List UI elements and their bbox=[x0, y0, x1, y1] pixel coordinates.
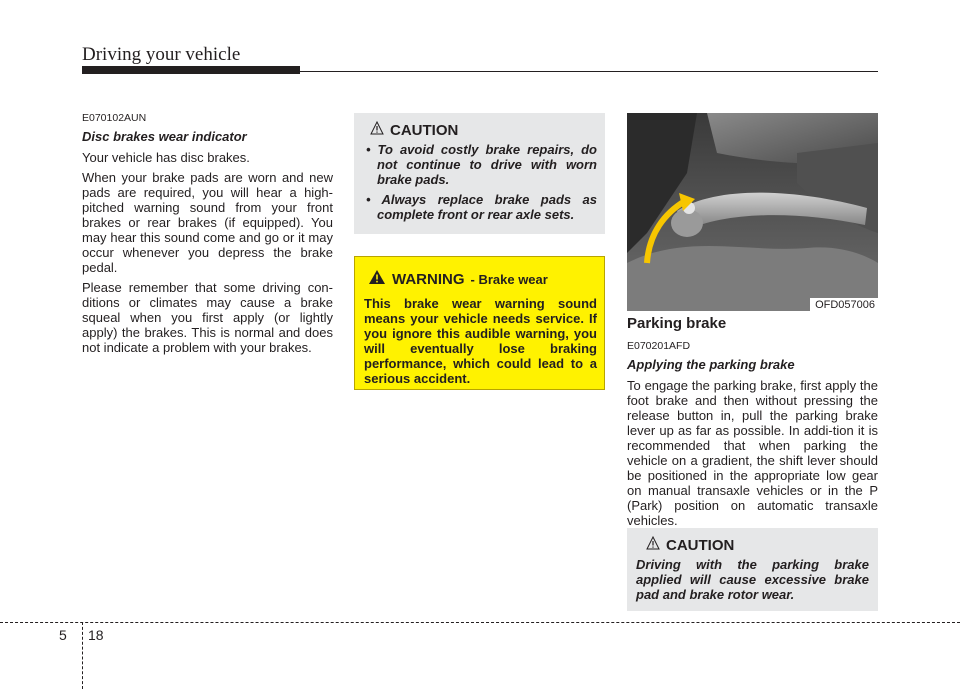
caution-list bbox=[366, 142, 597, 222]
caution-box bbox=[354, 113, 605, 234]
page-number: 18 bbox=[88, 627, 104, 643]
section-code: E070102AUN bbox=[82, 112, 147, 124]
parking-brake-photo bbox=[627, 113, 878, 311]
parking-brake-illustration bbox=[627, 113, 878, 311]
caution-triangle-icon bbox=[370, 121, 384, 139]
parking-brake-caution-box bbox=[627, 528, 878, 611]
warning-box bbox=[354, 256, 605, 390]
warning-subheading: - Brake wear bbox=[470, 272, 548, 287]
footer-rule bbox=[0, 622, 960, 623]
caution-item: • Always replace brake pads as complete front or rear axle sets. bbox=[366, 192, 597, 222]
left-column bbox=[82, 112, 333, 360]
caution-heading: CAUTION bbox=[666, 536, 735, 554]
section-code: E070201AFD bbox=[627, 340, 691, 352]
page-number-divider bbox=[82, 622, 84, 689]
warning-text: This brake wear warning sound means your vehicle needs service. If you ignore this audible warning, you will eventually lose braking performance, which could lead to a serious accident. bbox=[364, 296, 597, 386]
warning-heading: WARNING bbox=[392, 271, 465, 288]
applying-parking-brake-subheading: Applying the parking brake bbox=[627, 357, 795, 372]
body-paragraph: Your vehicle has disc brakes. bbox=[82, 150, 250, 165]
caution-item: • To avoid costly brake repairs, do not continue to drive with worn brake pads. bbox=[366, 142, 597, 187]
body-paragraph: To engage the parking brake, first apply the foot brake and then without pressing the release button in, pull the parking brake lever up as far as possible. In addi-tion it is recommended that when parking the vehicle on a gradient, the shift lever should be positioned in the appropriate low gear on manual transaxle vehicles or in the P (Park) position on automatic transaxle vehicles. bbox=[627, 378, 878, 528]
parking-brake-title: Parking brake bbox=[627, 315, 727, 332]
warning-triangle-icon bbox=[368, 269, 386, 290]
header-rule bbox=[300, 71, 878, 72]
caution-heading: CAUTION bbox=[390, 121, 459, 139]
photo-code-label: OFD057006 bbox=[810, 298, 878, 311]
caution-triangle-icon bbox=[646, 536, 660, 554]
disc-brakes-subheading: Disc brakes wear indicator bbox=[82, 129, 247, 144]
right-column bbox=[627, 315, 878, 533]
header-bar bbox=[82, 66, 300, 74]
page-header-title: Driving your vehicle bbox=[82, 44, 241, 65]
chapter-number: 5 bbox=[59, 627, 67, 643]
body-paragraph: Please remember that some driving con-ditions or climates may cause a brake squeal when you first apply (or lightly apply) the brakes. This is normal and does not indicate a problem with your brakes. bbox=[82, 280, 333, 355]
caution-text: Driving with the parking brake applied will cause excessive brake pad and brake rotor wear. bbox=[636, 557, 869, 602]
body-paragraph: When your brake pads are worn and new pads are required, you will hear a high-pitched warning sound from your front brakes or rear brakes (if equipped). You may hear this sound come and go or it may occur whenever you depress the brake pedal. bbox=[82, 170, 333, 275]
